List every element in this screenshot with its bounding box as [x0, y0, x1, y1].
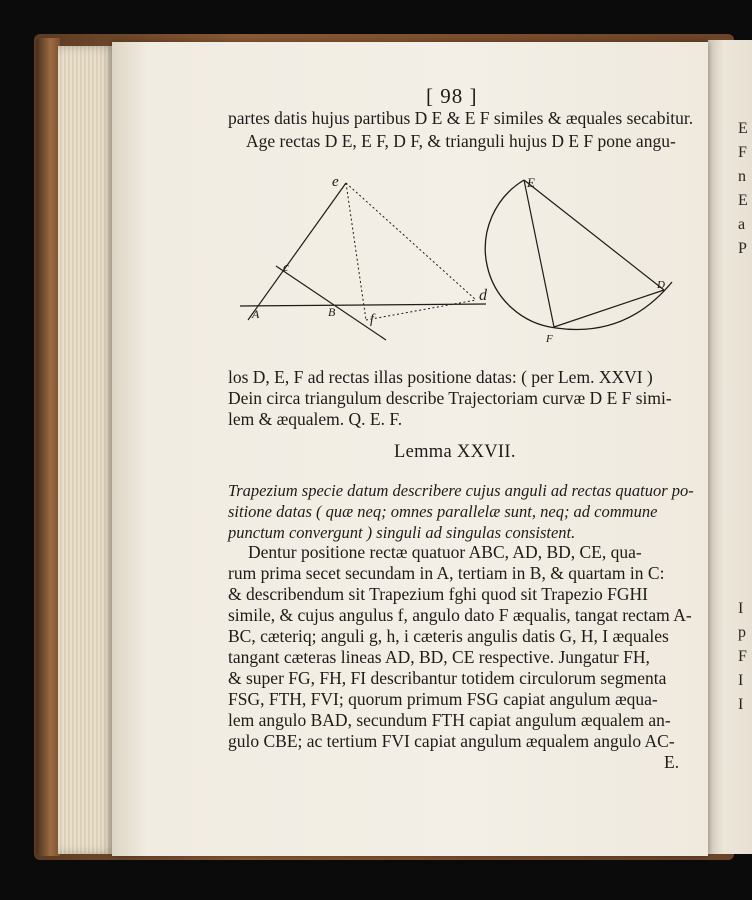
body-line: simile, & cujus angulus f, angulo dato F æqualis, tangat rectam A-: [228, 605, 692, 625]
lemma-heading: Lemma XXVII.: [394, 442, 516, 462]
dotted-fd: [366, 300, 476, 320]
body-line: & describendum sit Trapezium fghi quod sit Trapezio FGHI: [228, 584, 648, 604]
body-line: FSG, FTH, FVI; quorum primum FSG capiat angulum æqua-: [228, 689, 658, 709]
italic-line: punctum convergunt ) singuli ad singulas consistent.: [228, 523, 576, 542]
label-F: F: [546, 333, 553, 345]
line-e-d: [524, 180, 664, 290]
page-number: [ 98 ]: [426, 84, 478, 108]
label-D: D: [657, 279, 665, 291]
text-line: Dein circa triangulum describe Trajectoriam curvæ D E F simi-: [228, 388, 672, 408]
curve-arc: [485, 180, 672, 330]
body-line: & super FG, FH, FI describantur totidem circulorum segmenta: [228, 668, 667, 688]
book-spine: [36, 38, 60, 856]
text-line: partes datis hujus partibus D E & E F similes & æquales secabitur.: [228, 108, 694, 128]
dotted-ef: [346, 183, 366, 320]
line-ad: [248, 183, 346, 320]
line-bd: [276, 266, 386, 340]
text-line: lem & æqualem. Q. E. F.: [228, 409, 403, 429]
label-d: d: [479, 287, 487, 304]
circle-diagram: [485, 175, 672, 345]
body-line: gulo CBE; ac tertium FVI capiat angulum æqualem angulo AC-: [228, 731, 675, 751]
label-f: f: [370, 312, 374, 327]
page-edges: [58, 46, 116, 854]
facing-page-fragment: F: [738, 144, 747, 161]
facing-page-fragment: n: [738, 168, 746, 185]
facing-page-fragment: E: [738, 192, 748, 209]
line-abc: [240, 304, 486, 306]
facing-page-fragment: p: [738, 624, 746, 641]
label-E: E: [527, 175, 535, 190]
line-f-d: [554, 290, 664, 327]
body-line: E.: [664, 752, 680, 772]
triangle-diagram: [240, 174, 488, 340]
facing-page-fragment: E: [738, 120, 748, 137]
label-b: B: [328, 305, 336, 319]
body-line: BC, cæteriq; anguli g, h, i cæteris angulis datis G, H, I æquales: [228, 626, 669, 646]
facing-page-fragment: a: [738, 216, 746, 233]
facing-page-fragment: F: [738, 648, 747, 665]
body-line: tangant cæteras lineas AD, BD, CE respective. Jungatur FH,: [228, 647, 650, 667]
facing-page-fragment: I: [738, 672, 744, 689]
italic-line: Trapezium specie datum describere cujus anguli ad rectas quatuor po-: [228, 481, 694, 500]
body-line: Dentur positione rectæ quatuor ABC, AD, BD, CE, qua-: [248, 542, 642, 562]
text-line: Age rectas D E, E F, D F, & trianguli hujus D E F pone angu-: [246, 131, 676, 151]
body-line: rum prima secet secundam in A, tertiam in B, & quartam in C:: [228, 563, 665, 583]
body-line: lem angulo BAD, secundum FTH capiat angulum æqualem an-: [228, 710, 671, 730]
label-c: c: [283, 259, 289, 274]
facing-page: [708, 40, 752, 854]
text-line: los D, E, F ad rectas illas positione datas: ( per Lem. XXVI ): [228, 367, 653, 387]
dotted-ed: [346, 183, 476, 300]
italic-line: sitione datas ( quæ neq; omnes parallelæ sunt, neq; ad commune: [228, 502, 658, 521]
label-e: e: [332, 174, 339, 190]
facing-page-fragment: I: [738, 600, 744, 617]
geometry-figure: [236, 170, 688, 350]
facing-page-fragment: P: [738, 240, 747, 257]
facing-page-fragment: I: [738, 696, 744, 713]
line-e-f: [524, 180, 554, 327]
label-a: A: [252, 307, 260, 321]
